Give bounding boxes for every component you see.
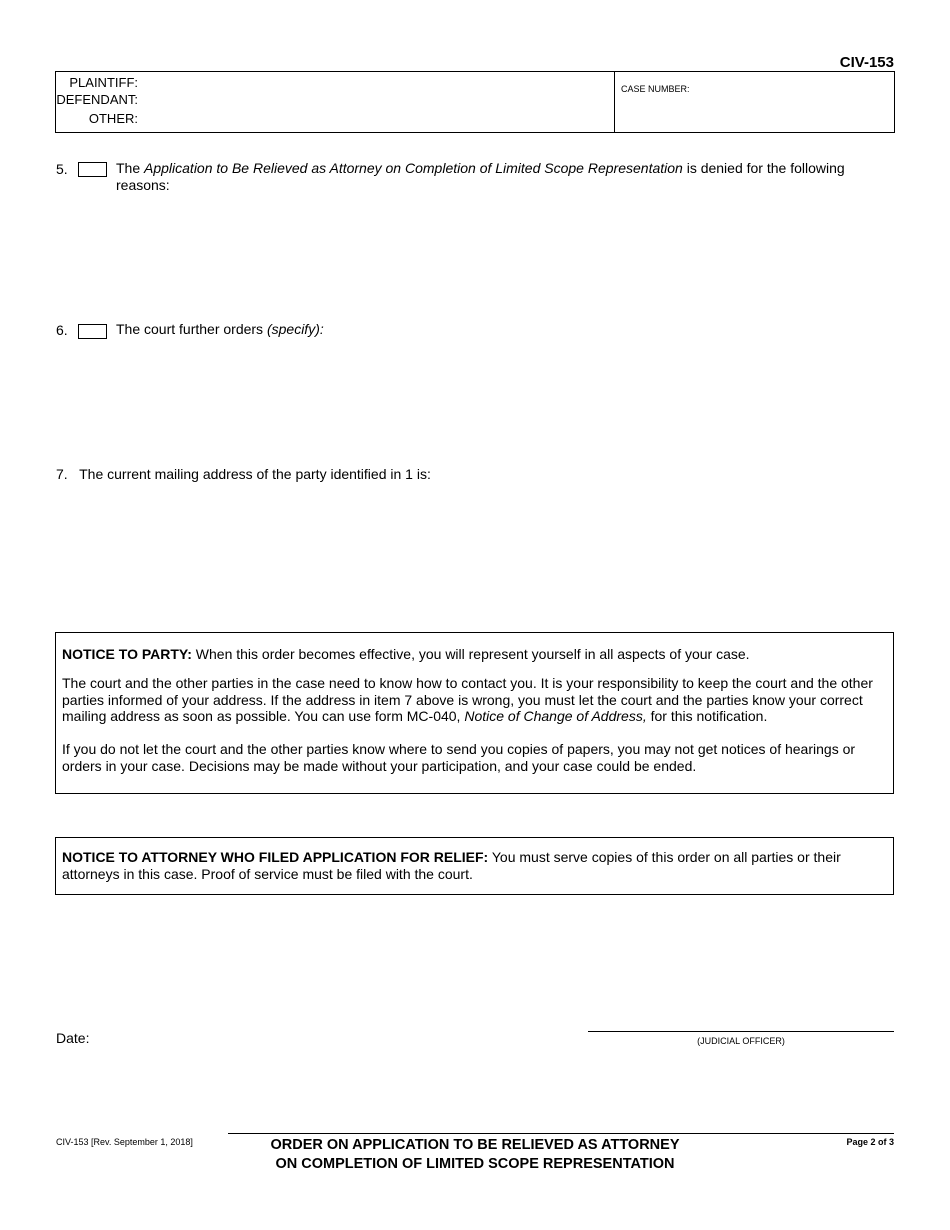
item-6-checkbox[interactable] xyxy=(78,324,107,339)
case-number-label: CASE NUMBER: xyxy=(621,84,690,94)
plaintiff-label: PLAINTIFF: xyxy=(69,75,138,90)
judicial-officer-label: (JUDICIAL OFFICER) xyxy=(697,1036,785,1046)
footer-title xyxy=(200,1136,750,1174)
page-number: Page 2 of 3 xyxy=(846,1137,894,1147)
other-label: OTHER: xyxy=(88,111,138,126)
item-5-number: 5. xyxy=(56,161,68,177)
item-7-text: 7. The current mailing address of the party identified in 1 is: xyxy=(56,466,431,482)
date-label: Date: xyxy=(56,1030,90,1046)
notice-to-party-box xyxy=(55,632,894,794)
notice-party-p3: If you do not let the court and the other parties know where to send you copies of papers, you may not get notices of hearings or orders in your case. Decisions may be made without your participation, and your case could be ended. xyxy=(62,741,856,774)
footer-title-line-2: ON COMPLETION OF LIMITED SCOPE REPRESENTATION xyxy=(275,1156,675,1172)
defendant-label: DEFENDANT: xyxy=(56,92,138,107)
item-6-number: 6. xyxy=(56,322,68,338)
notice-party-p1: NOTICE TO PARTY: When this order becomes effective, you will represent yourself in all aspects of your case. xyxy=(62,646,750,662)
notice-party-p2: The court and the other parties in the case need to know how to contact you. It is your responsibility to keep the court and the other parties informed of your address. If the address in item 7 above is wrong, you must let the court and the parties know your correct mailing address as soon as possible. You can use form MC-040, Notice of Change of Address, for this notification. xyxy=(62,675,873,724)
footer-revision: CIV-153 [Rev. September 1, 2018] xyxy=(56,1137,193,1147)
form-id: CIV-153 xyxy=(839,54,894,71)
notice-to-attorney-box xyxy=(55,837,894,895)
item-6-text: The court further orders (specify): xyxy=(116,321,324,337)
notice-attorney-text: NOTICE TO ATTORNEY WHO FILED APPLICATION FOR RELIEF: You must serve copies of this order on all parties or their attorneys in this case. Proof of service must be filed with the court. xyxy=(62,849,841,882)
footer-title-line-1: ORDER ON APPLICATION TO BE RELIEVED AS ATTORNEY xyxy=(270,1137,680,1153)
case-caption-box xyxy=(55,71,895,133)
judicial-officer-signature-line[interactable] xyxy=(588,1031,894,1032)
item-5-text: The Application to Be Relieved as Attorney on Completion of Limited Scope Representation is denied for the following reasons: xyxy=(116,160,845,193)
caption-divider xyxy=(614,72,615,132)
item-5-checkbox[interactable] xyxy=(78,162,107,177)
footer-rule xyxy=(228,1133,894,1134)
